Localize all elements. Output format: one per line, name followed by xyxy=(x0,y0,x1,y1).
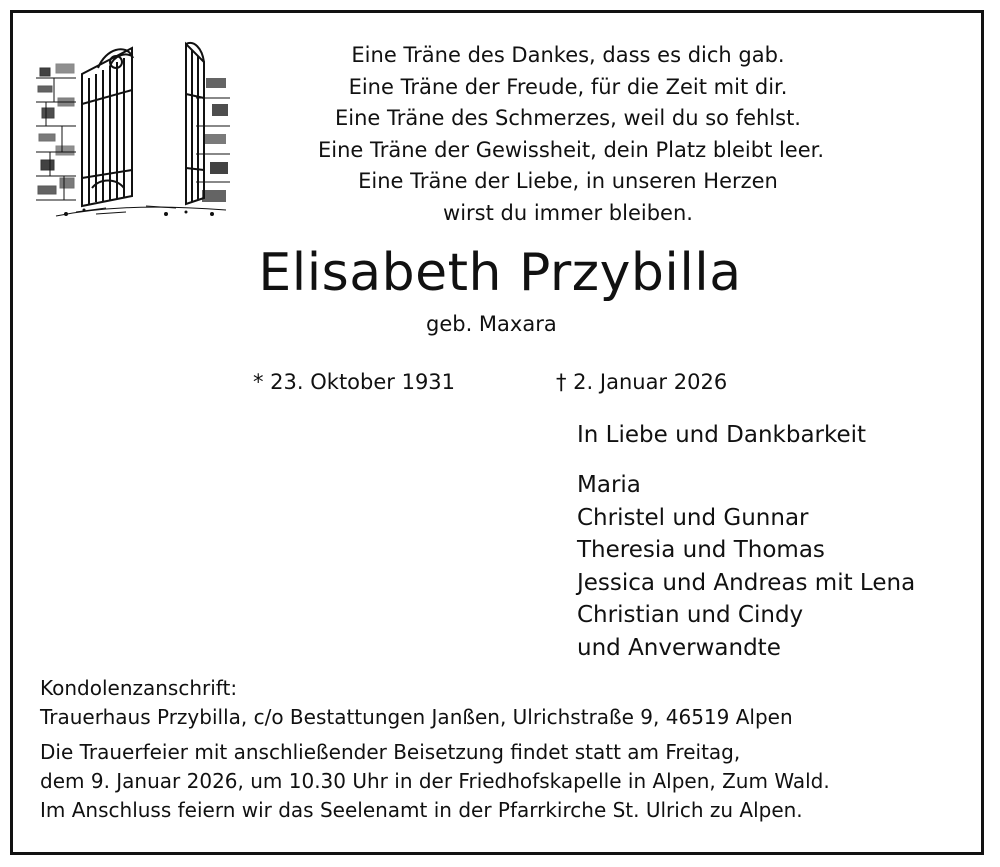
poem-line: Eine Träne der Gewissheit, dein Platz bleibt leer. xyxy=(318,137,825,162)
mourners-list xyxy=(577,469,915,664)
birth-date: * 23. Oktober 1931 xyxy=(253,370,456,394)
condolence-label: Kondolenzanschrift: xyxy=(40,676,238,700)
mourner: Jessica und Andreas mit Lena xyxy=(577,569,916,596)
poem-line: Eine Träne des Schmerzes, weil du so fehlst. xyxy=(335,106,801,130)
condolence-address-text: Trauerhaus Przybilla, c/o Bestattungen Janßen, Ulrichstraße 9, 46519 Alpen xyxy=(40,705,793,729)
service-line: Die Trauerfeier mit anschließender Beisetzung findet statt am Freitag, xyxy=(40,740,741,764)
poem-line: Eine Träne der Freude, für die Zeit mit dir. xyxy=(348,74,788,99)
poem-line: wirst du immer bleiben. xyxy=(443,200,693,225)
mourner: Christel und Gunnar xyxy=(577,504,809,531)
poem-line: Eine Träne des Dankes, dass es dich gab. xyxy=(351,43,785,67)
death-date: † 2. Januar 2026 xyxy=(556,370,728,394)
open-gate-icon xyxy=(36,38,230,218)
service-line: dem 9. Januar 2026, um 10.30 Uhr in der Friedhofskapelle in Alpen, Zum Wald. xyxy=(40,769,830,793)
greeting: In Liebe und Dankbarkeit xyxy=(577,422,867,448)
mourner: Christian und Cindy xyxy=(577,602,804,628)
poem xyxy=(318,40,825,229)
mourner: Maria xyxy=(577,472,641,498)
poem-line: Eine Träne der Liebe, in unseren Herzen xyxy=(358,169,778,193)
service-line: Im Anschluss feiern wir das Seelenamt in der Pfarrkirche St. Ulrich zu Alpen. xyxy=(40,798,803,822)
mourner: Theresia und Thomas xyxy=(577,537,825,563)
condolence-address xyxy=(40,674,793,732)
service-info xyxy=(40,738,830,825)
deceased-name: Elisabeth Przybilla xyxy=(258,243,742,303)
born-name: geb. Maxara xyxy=(426,312,557,336)
mourner: und Anverwandte xyxy=(577,634,781,661)
